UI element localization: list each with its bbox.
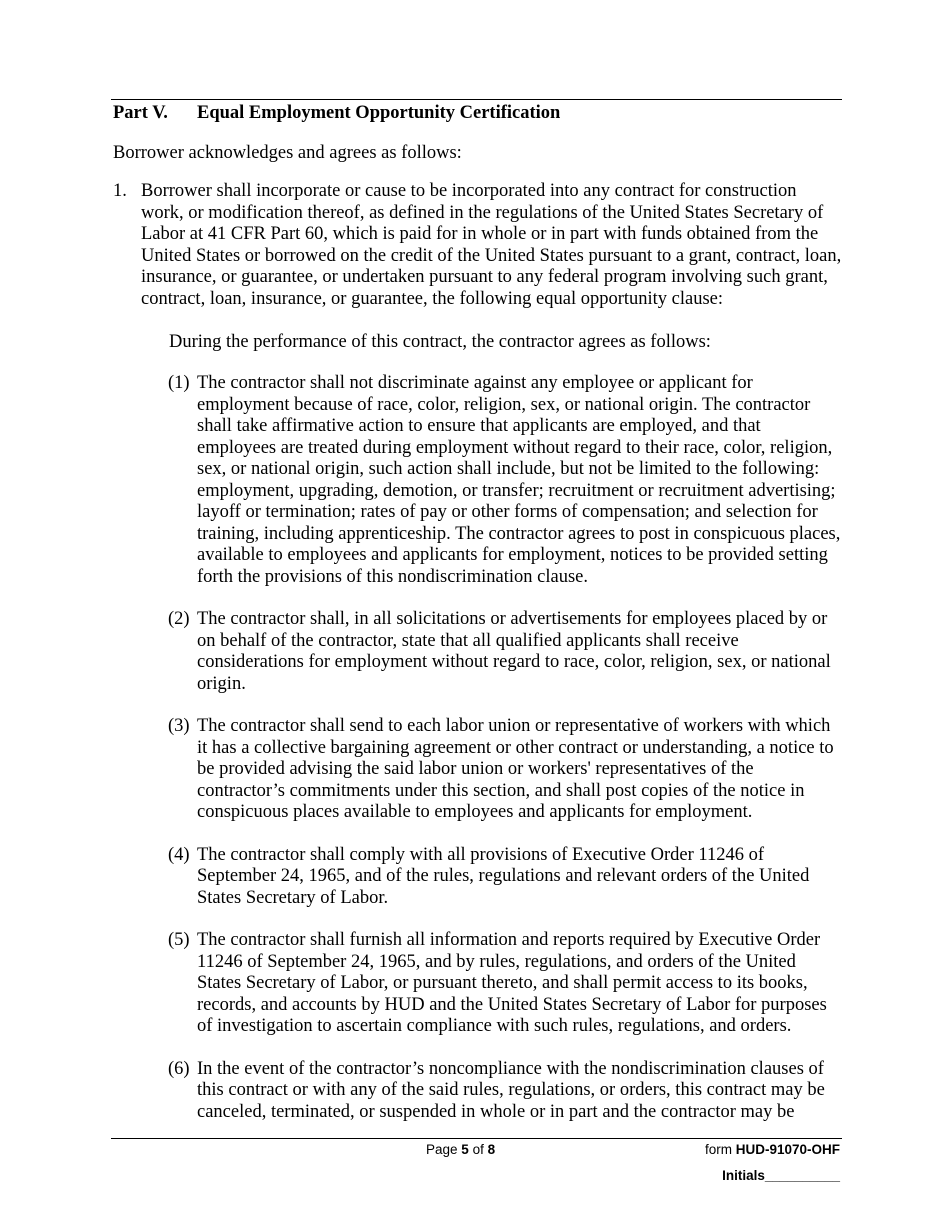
footer-divider: [111, 1138, 842, 1139]
form-prefix: form: [704, 1142, 732, 1157]
item-number: 1.: [113, 181, 127, 201]
page-prefix: Page: [426, 1142, 458, 1157]
initials-field[interactable]: Initials__________: [722, 1168, 840, 1183]
clause-text: The contractor shall, in all solicitations or advertisements for employees placed by or on behalf of the contractor, state that all qualified applicants shall receive considerations for employment without regard to race, color, religion, sex, or national origin.: [197, 609, 831, 694]
page-current: 5: [461, 1142, 469, 1157]
clause-list: [168, 373, 842, 1144]
clause-item: [168, 716, 842, 824]
section-heading: [113, 102, 560, 124]
clause-text: In the event of the contractor’s noncompliance with the nondiscrimination clauses of this contract or with any of the said rules, regulations, or orders, this contract may be canceled, terminated, or suspended in whole or in part and the contractor may be: [197, 1058, 825, 1122]
clause-item: [168, 845, 842, 910]
clause-item: [168, 373, 842, 588]
page-total: 8: [487, 1142, 496, 1157]
clause-number: (3): [168, 716, 190, 736]
section-part-number: Part V.: [113, 103, 168, 123]
item-text: Borrower shall incorporate or cause to be incorporated into any contract for construction work, or modification thereof, as defined in the regulations of the United States Secretary of Labor at 41 CFR Part 60, which is paid for in whole or in part with funds obtained from the United States or borrowed on the credit of the United States pursuant to a grant, contract, loan, insurance, or guarantee, or undertaken pursuant to any federal program involving such grant, contract, loan, insurance, or guarantee, the following equal opportunity clause:: [141, 181, 842, 309]
intro-paragraph: Borrower acknowledges and agrees as follows:: [113, 143, 462, 163]
page-number: [426, 1142, 495, 1158]
numbered-item-1: [113, 181, 843, 310]
clause-number: (6): [168, 1058, 190, 1079]
page-of: of: [472, 1142, 484, 1157]
clause-item: [168, 1059, 842, 1124]
clause-item: [168, 930, 842, 1038]
clause-text: The contractor shall send to each labor union or representative of workers with which it has a collective bargaining agreement or other contract or understanding, a notice to be provided advising the said labor union or workers' representatives of the contractor’s commitments under this section, and shall post copies of the notice in conspicuous places available to employees and applicants for employment.: [197, 716, 834, 822]
clause-text: The contractor shall furnish all information and reports required by Executive Order 11246 of September 24, 1965, and by rules, regulations, and orders of the United States Secretary of Labor, or pursuant thereto, and shall permit access to its books, records, and accounts by HUD and the United States Secretary of Labor for purposes of investigation to ascertain compliance with such rules, regulations, and orders.: [197, 930, 827, 1036]
clause-number: (2): [168, 609, 190, 629]
section-title: Equal Employment Opportunity Certification: [197, 103, 561, 123]
clause-number: (4): [168, 844, 190, 865]
clause-number: (1): [168, 373, 190, 393]
clause-intro: During the performance of this contract, the contractor agrees as follows:: [169, 332, 711, 352]
clause-number: (5): [168, 930, 190, 950]
top-divider: [111, 99, 842, 100]
clause-text: The contractor shall comply with all provisions of Executive Order 11246 of September 24, 1965, and of the rules, regulations and relevant orders of the United States Secretary of Labor.: [197, 844, 810, 908]
form-identifier: [705, 1142, 840, 1158]
form-id: HUD-91070-OHF: [735, 1142, 840, 1157]
clause-item: [168, 609, 842, 695]
clause-text: The contractor shall not discriminate against any employee or applicant for employment because of race, color, religion, sex, or national origin. The contractor shall take affirmative action to ensure that applicants are employed, and that employees are treated during employment without regard to their race, color, religion, sex, or national origin, such action shall include, but not be limited to the following: employment, upgrading, demotion, or transfer; recruitment or recruitment advertising; layoff or termination; rates of pay or other forms of compensation; and selection for training, including apprenticeship. The contractor agrees to post in conspicuous places, available to employees and applicants for employment, notices to be provided setting forth the provisions of this nondiscrimination clause.: [197, 373, 841, 587]
